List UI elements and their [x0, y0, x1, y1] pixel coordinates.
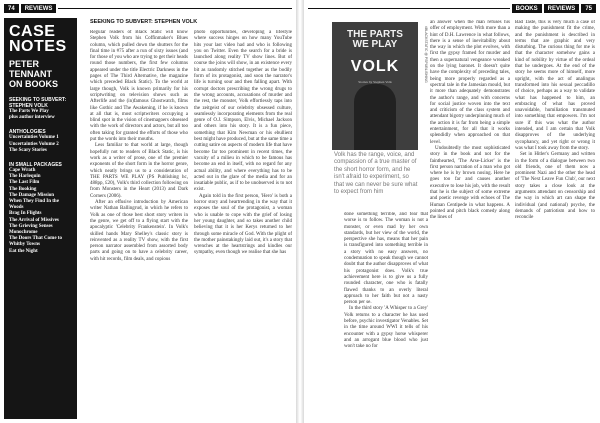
contents-item: The Arrival of Missives	[9, 217, 59, 223]
sidebar-title-line2: NOTES	[9, 38, 67, 55]
contents-item: The Last Film	[9, 180, 40, 186]
contents-item: The Doors That Come to Whitby Towns	[9, 236, 62, 248]
photo-credit: #BLACKSTATIC @ PSPUBLISHING	[424, 26, 428, 83]
right-column-2	[430, 20, 510, 419]
sidebar-author-line2: ON BOOKS	[9, 79, 59, 89]
contents-item: Cape Wrath	[9, 168, 36, 174]
spine-gutter	[296, 0, 304, 423]
contents-heading-anthologies: ANTHOLOGIES	[9, 129, 46, 136]
contents-item: When They Find In the Woods	[9, 199, 59, 211]
header-rule	[308, 8, 510, 9]
left-page-header	[4, 4, 292, 13]
left-page-number: 74	[4, 4, 19, 13]
pull-quote: Volk has the range, voice, and compassion of a true master of the short horror form, and he isn't afraid to experiment, so that we can never be sure what to expect from him	[334, 152, 418, 196]
body-paragraph: Undoubtedly the most sophisticated story in the book and not for the fainthearted, 'The Arse-Licker' is the first person narration of a man who got where he is by brown nosing. Here he goes too far and causes another executive to lose his job, with the result that he is the subject of some extreme and poetic revenge with echoes of The Human Centipede in what happens. A pointed and pitch black comedy along the lines of	[430, 145, 510, 221]
right-column-1	[344, 212, 428, 419]
body-paragraph: In the third story 'A Whisper to a Grey' Volk returns to a character he has used before, psychic investigator Venables. Set in the time around WWI it tells of his encounter with a gypsy horse whisperer and an arrogant blue blood who just won't take no for	[344, 306, 428, 350]
right-subsection-label: REVIEWS	[544, 4, 580, 13]
right-page-header	[308, 4, 596, 13]
cover-title: THE PARTS WE PLAY	[347, 29, 403, 50]
article-kicker: SEEKING TO SUBVERT: STEPHEN VOLK	[90, 19, 198, 25]
contents-item: Eat the Night	[9, 248, 38, 254]
contents-item: Monochrome	[9, 230, 38, 236]
contents-item: plus author interview	[9, 115, 55, 121]
left-column-1	[90, 30, 188, 419]
contents-item: Uncertainties Volume 2	[9, 141, 59, 147]
body-paragraph: Regular readers of Black Static will know Stephen Volk from his Coffinmaker's Blues column, which pulled down the shutters for the final time in #75 after a run of sixty issues (and for those of you who are trying to get their heads round those numbers, the first few columns appeared under the title Electric Darkness in the pages of The Third Alternative, the magazine which preceded Black Static). To the world at large though, Volk is known primarily for his scriptwriting on television shows such as Afterlife and the (in)famous Ghostwatch, films like Gothic and The Awakening, if he is known at all that is, most scriptwriters occupying a blind spot in the vision of cinemagoers obsessed with the work of directors and actors, but all too often taking for granted the efforts of those who put the words into their mouths.	[90, 30, 188, 143]
left-section-label: REVIEWS	[21, 4, 57, 13]
contents-item: Uncertainties Volume 1	[9, 135, 59, 141]
right-column-3	[515, 20, 595, 419]
contents-item: The Grieving Senses	[9, 223, 53, 229]
cover-tagline: Stories by Stephen Volk	[358, 80, 392, 84]
contents-heading-small-packages: IN SMALL PACKAGES	[9, 162, 62, 169]
header-rule	[58, 8, 292, 9]
body-paragraph: photo opportunities, developing a lifestyle where success hinges on how many YouTube hits your last video had and who is following you on Twitter. Even the search for a bride is launched along reality TV show lines. But of course the joins will show, in an existence every bit as randomly stitched together as the bodily form of its protagonist, and soon the narrator's life is turning sour and then falling apart. With corrupt doctors prescribing the wrong drugs to the wrong accounts, accusations of murder and the rest, the monster, Volk effortlessly taps into the zeitgeist of our celebrity obsessed culture, seamlessly incorporating elements from the real genre of O.J. Simpson, Elvis, Michael Jackson and others into his story. It is a fun piece, something that Kim Newman or his ebullient best might have produced, but at the same time a cutting satire on aspects of modern life that have become far too prominent in recent times, the vacuity of a milieu in which to be famous has become an end in itself, with no regard for any actual ability, and where everything has to be acted out in the glare of the media and for an insatiable public, as if to be unobserved is to not exist.	[194, 30, 292, 193]
case-notes-sidebar	[4, 18, 77, 419]
right-page-number: 75	[581, 4, 596, 13]
book-cover-image	[332, 22, 418, 150]
cover-author: VOLK	[350, 58, 400, 75]
body-paragraph: Again told in the first person, 'Hero' is both a horror story and heartrending in the way that it exposes the soul of the protagonist, a woman who is unable to cope with the grief of losing her young daughter, and so takes another child believing that it is her Kerys returned to her through some miracle of God. With the plight of the mother painstakingly laid out, it's a story that wrenches at the heartstrings and kindles our sympathy, even though we realise that she has	[194, 193, 292, 256]
contents-item: The Scary Stories	[9, 147, 47, 153]
right-section-label: BOOKS	[512, 4, 542, 13]
cover-figure	[354, 84, 396, 150]
contents-item: The Parts We Play	[9, 109, 49, 114]
contents-heading-feature: SEEKING TO SUBVERT: STEPHEN VOLK	[9, 97, 67, 109]
left-column-2	[194, 30, 292, 419]
body-paragraph: Bad Taste, this is very much a case of making the punishment fit the crime, and the punishment is described in terms that are graphic and very disturbing. The curious thing for me is that the character somehow gains a kind of nobility by virtue of the ordeal that he undergoes. At the end of the story he seems more of himself, more upright, with the act of analingus transformed into his sexual peccadillo of choice, perhaps as a way to validate what has happened to him, an embracing of what has proved unavoidable, humiliation transmuted into something that empowers. I'm not sure if this was what the author intended, and I am certain that Volk disapproves of the underlying sycophancy, and yet right or wrong it was what I took away from the story.	[515, 20, 595, 151]
contents-item: Brag In Flights	[9, 211, 42, 217]
body-paragraph: done something terrible, and fear that worse is to follow. The woman is not a monster, or even mad by her own standards, but her view of the world, the perspective she has, means that her pain is transfigured into something terrible in a story with no easy answers, no condemnation to speak though we cannot doubt that the author disapproves of what his protagonist does. Volk's true achievement here is to give us a fully rounded character, one who is fatally flawed thanks to an overly literal approach to her faith but not a nasty person per se.	[344, 212, 428, 306]
body-paragraph: an answer when the man refuses his offer of employment. With more than a hint of D.H. Lawrence in what follows, there is a sense of inevitability about the way in which the plot evolves, with first the gypsy framed for murder and then a supernatural vengeance wreaked on the lying baronet. It doesn't quite have the complexity of preceding tales, being more properly regarded as a spectral tale in the Jamesian mould, but it more than adequately demonstrates the author's range, and with concerns for social justice woven into the text and criticism of the class system and attendant bigotry underpinning much of the action it is far from being a simple entertainment, for all that it works splendidly when approached on that level.	[430, 20, 510, 145]
sidebar-title-line1: CASE	[9, 23, 56, 40]
contents-item: The Harlequin	[9, 174, 41, 180]
body-paragraph: Less familiar to that world at large, though hopefully not to readers of Black Static, is his work as a writer of prose, one of the premier exponents of the short form in the horror genre, which neatly brings us to a consideration of THE PARTS WE PLAY (PS Publishing hc, 488pp, £20), Volk's third collection following on from Monsters in the Heart (2013) and Dark Corners (2006).	[90, 143, 188, 199]
contents-item: The Damage Mission	[9, 192, 54, 198]
left-page	[0, 0, 296, 423]
sidebar-author-line1: PETER TENNANT	[9, 59, 52, 79]
contents-item: The Booking	[9, 186, 37, 192]
body-paragraph: After an effusive introduction by American writer Nathan Ballingrud, in which he refers to Volk as one of those best short story writers in the genre, we get off to a flying start with the apocalyptic 'Celebrity Frankenstein'. In Volk's skilled hands Mary Shelley's classic story is reinvented as a reality TV show, with the first person narrator assembled from assorted body parts and going on to have a celebrity career, with hit records, film deals, and copious	[90, 200, 188, 262]
body-paragraph: Set in Hitler's Germany and written in the form of a dialogue between two old friends, one of them now a prominent Nazi and the other the head of 'The Next Leave Fun Club', our next story takes a close look at the arguments attendant on censorship and the way in which art can shape the individual (and national) psyche, the demands of patriotism and how to reconcile	[515, 152, 595, 221]
